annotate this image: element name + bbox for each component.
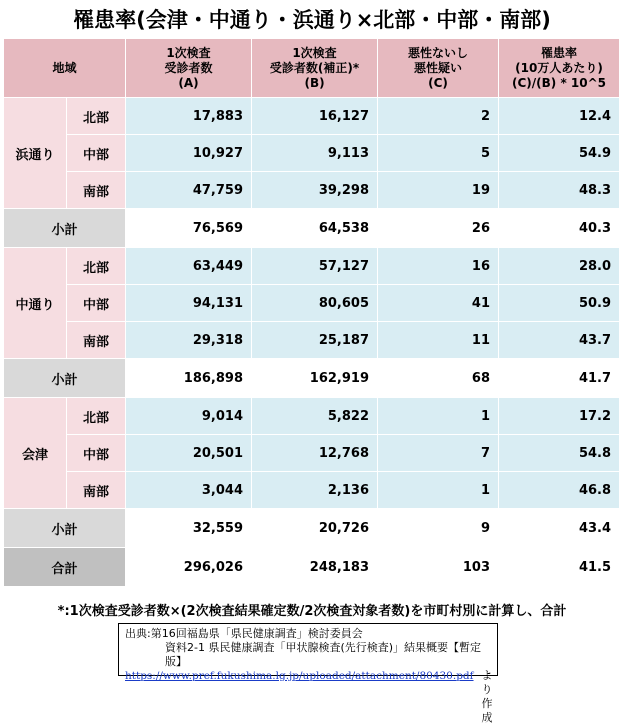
cell-b: 2,136 <box>252 472 378 509</box>
subregion-label: 南部 <box>67 172 126 209</box>
subtotal-c: 9 <box>378 509 499 548</box>
subregion-label: 北部 <box>67 248 126 285</box>
total-c: 103 <box>378 548 499 587</box>
header-col-d: 罹患率 (10万人あたり) (C)/(B) * 10^5 <box>499 39 620 98</box>
source-line-1: 出典:第16回福島県「県民健康調査」検討委員会 <box>125 627 363 640</box>
total-b: 248,183 <box>252 548 378 587</box>
cell-b: 12,768 <box>252 435 378 472</box>
cell-d: 50.9 <box>499 285 620 322</box>
cell-d: 46.8 <box>499 472 620 509</box>
region-label: 浜通り <box>4 98 67 209</box>
subtotal-a: 186,898 <box>126 359 252 398</box>
subtotal-d: 41.7 <box>499 359 620 398</box>
subregion-label: 中部 <box>67 435 126 472</box>
footnote: *:1次検査受診者数×(2次検査結果確定数/2次検査対象者数)を市町村別に計算し、合計 <box>57 604 567 619</box>
source-suffix: より作成 <box>481 669 493 724</box>
header-col-b: 1次検査 受診者数(補正)* (B) <box>252 39 378 98</box>
subregion-label: 中部 <box>67 285 126 322</box>
table-row <box>4 248 620 285</box>
source-line-2: 資料2-1 県民健康調査「甲状腺検査(先行検査)」結果概要【暫定版】 <box>165 641 482 668</box>
subtotal-a: 32,559 <box>126 509 252 548</box>
cell-c: 11 <box>378 322 499 359</box>
source-box <box>118 623 498 724</box>
subtotal-a: 76,569 <box>126 209 252 248</box>
cell-d: 17.2 <box>499 398 620 435</box>
subregion-label: 南部 <box>67 322 126 359</box>
subtotal-label: 小計 <box>4 209 126 248</box>
cell-c: 7 <box>378 435 499 472</box>
cell-c: 1 <box>378 398 499 435</box>
region-label: 中通り <box>4 248 67 359</box>
subtotal-c: 68 <box>378 359 499 398</box>
cell-c: 5 <box>378 135 499 172</box>
total-a: 296,026 <box>126 548 252 587</box>
table-row <box>4 98 620 135</box>
cell-d: 48.3 <box>499 172 620 209</box>
table-row <box>4 322 620 359</box>
table-row <box>4 285 620 322</box>
subtotal-b: 162,919 <box>252 359 378 398</box>
cell-a: 17,883 <box>126 98 252 135</box>
table-row <box>4 398 620 435</box>
subtotal-d: 43.4 <box>499 509 620 548</box>
table-body <box>4 98 620 587</box>
cell-b: 39,298 <box>252 172 378 209</box>
subregion-label: 南部 <box>67 472 126 509</box>
cell-c: 2 <box>378 98 499 135</box>
cell-b: 16,127 <box>252 98 378 135</box>
source-url-link[interactable]: https://www.pref.fukushima.lg.jp/uploaded/attachment/80430.pdf <box>125 670 474 682</box>
subtotal-b: 64,538 <box>252 209 378 248</box>
cell-d: 54.8 <box>499 435 620 472</box>
cell-a: 94,131 <box>126 285 252 322</box>
cell-d: 43.7 <box>499 322 620 359</box>
table-row <box>4 472 620 509</box>
subregion-label: 北部 <box>67 98 126 135</box>
cell-a: 3,044 <box>126 472 252 509</box>
cell-b: 57,127 <box>252 248 378 285</box>
source-line-3 <box>125 669 491 725</box>
cell-c: 19 <box>378 172 499 209</box>
subtotal-c: 26 <box>378 209 499 248</box>
cell-a: 63,449 <box>126 248 252 285</box>
page-title: 罹患率(会津・中通り・浜通り×北部・中部・南部) <box>73 8 551 32</box>
region-label: 会津 <box>4 398 67 509</box>
cell-a: 9,014 <box>126 398 252 435</box>
cell-b: 5,822 <box>252 398 378 435</box>
cell-a: 29,318 <box>126 322 252 359</box>
cell-d: 12.4 <box>499 98 620 135</box>
cell-c: 1 <box>378 472 499 509</box>
header-row <box>4 39 620 98</box>
cell-b: 25,187 <box>252 322 378 359</box>
cell-a: 47,759 <box>126 172 252 209</box>
total-label: 合計 <box>4 548 126 587</box>
cell-b: 9,113 <box>252 135 378 172</box>
cell-d: 28.0 <box>499 248 620 285</box>
subtotal-row <box>4 359 620 398</box>
subtotal-row <box>4 209 620 248</box>
total-d: 41.5 <box>499 548 620 587</box>
header-region: 地域 <box>4 39 126 98</box>
incidence-table <box>3 38 620 587</box>
cell-b: 80,605 <box>252 285 378 322</box>
cell-c: 41 <box>378 285 499 322</box>
subtotal-d: 40.3 <box>499 209 620 248</box>
subregion-label: 中部 <box>67 135 126 172</box>
subtotal-label: 小計 <box>4 359 126 398</box>
header-col-a: 1次検査 受診者数 (A) <box>126 39 252 98</box>
table-row <box>4 172 620 209</box>
table-row <box>4 135 620 172</box>
cell-a: 20,501 <box>126 435 252 472</box>
subtotal-b: 20,726 <box>252 509 378 548</box>
header-col-c: 悪性ないし 悪性疑い (C) <box>378 39 499 98</box>
subtotal-row <box>4 509 620 548</box>
cell-c: 16 <box>378 248 499 285</box>
subtotal-label: 小計 <box>4 509 126 548</box>
table-row <box>4 435 620 472</box>
cell-a: 10,927 <box>126 135 252 172</box>
total-row <box>4 548 620 587</box>
cell-d: 54.9 <box>499 135 620 172</box>
subregion-label: 北部 <box>67 398 126 435</box>
